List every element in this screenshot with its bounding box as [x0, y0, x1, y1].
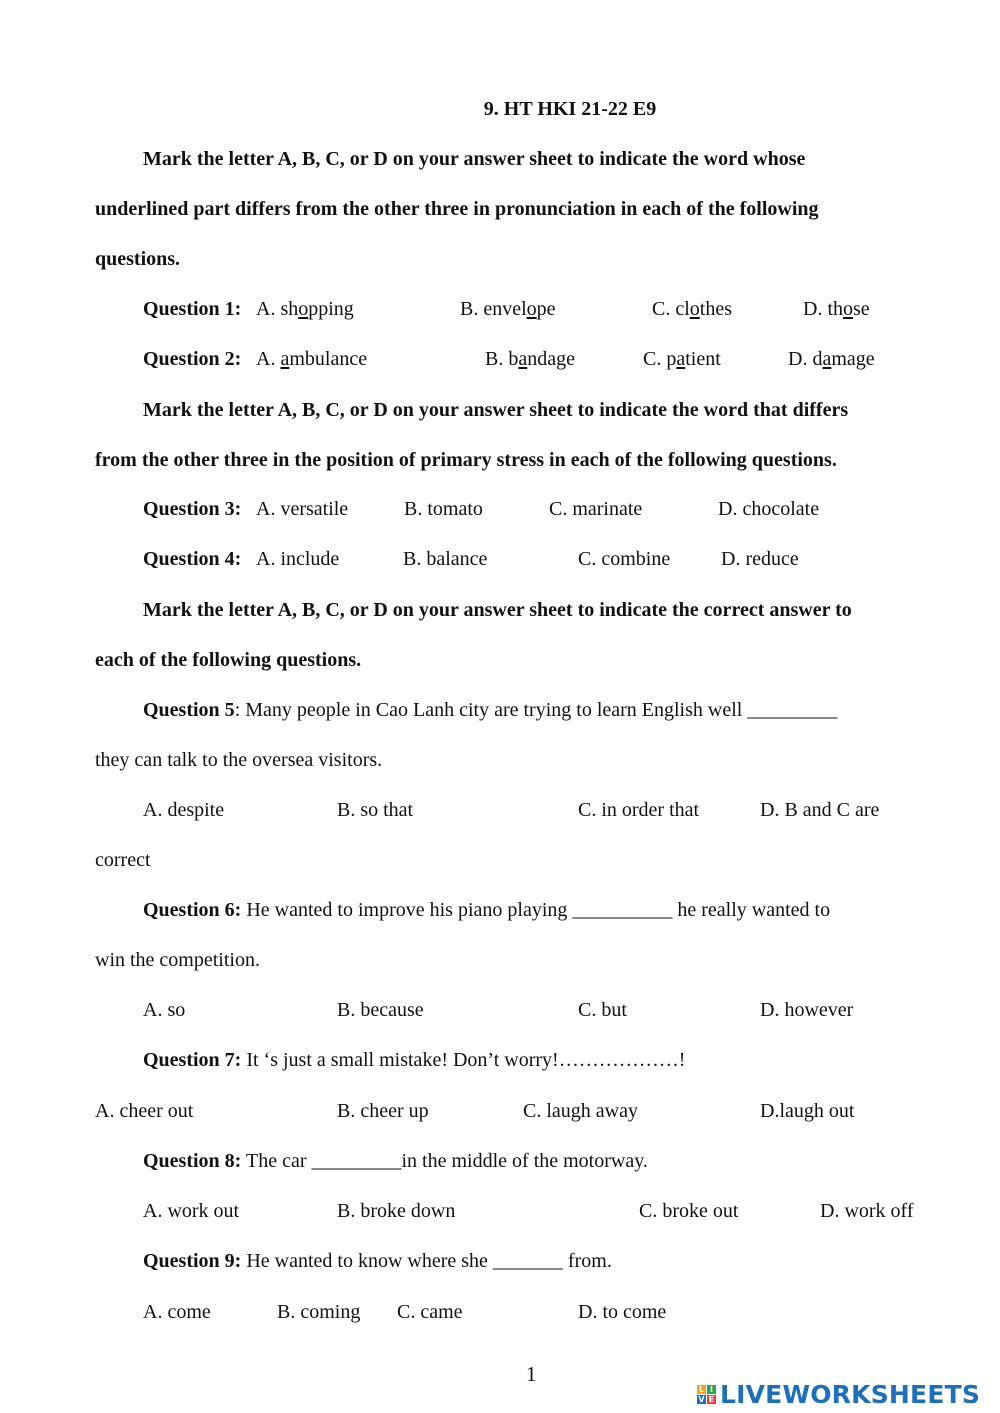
- question-3-label: Question 3:: [143, 498, 242, 520]
- question-6-label: Question 6:: [143, 899, 242, 921]
- question-2-label: Question 2:: [143, 348, 242, 370]
- q9-option-b[interactable]: B. coming: [277, 1301, 361, 1323]
- q4-option-b[interactable]: B. balance: [403, 548, 488, 570]
- logo-tile-l: L: [698, 1384, 705, 1394]
- instruction-stress-line-1: Mark the letter A, B, C, or D on your answer sheet to indicate the word that differs: [143, 399, 849, 421]
- question-6-stem-line-1: Question 6: He wanted to improve his piano playing __________ he really wanted to: [143, 899, 831, 921]
- logo-tile-e: E: [708, 1394, 715, 1404]
- question-1-label: Question 1:: [143, 298, 242, 320]
- question-9-stem: Question 9: He wanted to know where she _______ from.: [143, 1250, 612, 1272]
- q1-option-a[interactable]: A. shopping: [256, 298, 354, 320]
- instruction-pronunciation-line-3: questions.: [95, 248, 181, 270]
- question-8-label: Question 8:: [143, 1150, 242, 1172]
- logo-tile-v: V: [698, 1394, 705, 1404]
- question-5-stem-line-2: they can talk to the oversea visitors.: [95, 749, 383, 771]
- question-7-label: Question 7:: [143, 1049, 242, 1071]
- q3-option-c[interactable]: C. marinate: [549, 498, 643, 520]
- instruction-stress-line-2: from the other three in the position of primary stress in each of the following questions.: [95, 449, 837, 471]
- page-title: 9. HT HKI 21-22 E9: [483, 98, 657, 120]
- q9-option-d[interactable]: D. to come: [578, 1301, 667, 1323]
- q3-option-b[interactable]: B. tomato: [404, 498, 483, 520]
- question-5-stem-line-1: Question 5: Many people in Cao Lanh city are trying to learn English well _________: [143, 699, 838, 721]
- q1-option-b[interactable]: B. envelope: [460, 298, 556, 320]
- logo-tile-i: I: [707, 1385, 716, 1394]
- q3-option-d[interactable]: D. chocolate: [718, 498, 820, 520]
- instruction-pronunciation-line-2: underlined part differs from the other three in pronunciation in each of the following: [95, 198, 819, 220]
- question-6-stem-line-2: win the competition.: [95, 949, 260, 971]
- instruction-pronunciation-line-1: Mark the letter A, B, C, or D on your answer sheet to indicate the word whose: [143, 148, 806, 170]
- question-7-stem: Question 7: It ‘s just a small mistake! Don’t worry!………………!: [143, 1049, 686, 1071]
- q3-option-a[interactable]: A. versatile: [256, 498, 349, 520]
- liveworksheets-logo-text: LIVEWORKSHEETS: [720, 1379, 981, 1409]
- q8-option-b[interactable]: B. broke down: [337, 1200, 456, 1222]
- question-5-label: Question 5: [143, 699, 235, 721]
- q8-option-d[interactable]: D. work off: [820, 1200, 914, 1222]
- q7-option-c[interactable]: C. laugh away: [523, 1100, 638, 1122]
- q5-option-a[interactable]: A. despite: [143, 799, 225, 821]
- q7-option-a[interactable]: A. cheer out: [95, 1100, 194, 1122]
- q8-option-a[interactable]: A. work out: [143, 1200, 240, 1222]
- q4-option-c[interactable]: C. combine: [578, 548, 671, 570]
- q1-option-d[interactable]: D. those: [803, 298, 870, 320]
- q5-option-d[interactable]: D. B and C are: [760, 799, 880, 821]
- instruction-correct-answer-line-2: each of the following questions.: [95, 649, 362, 671]
- liveworksheets-logo[interactable]: [697, 1378, 980, 1410]
- q5-option-d-continued: correct: [95, 849, 151, 871]
- q6-option-b[interactable]: B. because: [337, 999, 424, 1021]
- q4-option-a[interactable]: A. include: [256, 548, 340, 570]
- question-9-label: Question 9:: [143, 1250, 242, 1272]
- instruction-correct-answer-line-1: Mark the letter A, B, C, or D on your answer sheet to indicate the correct answer to: [143, 599, 852, 621]
- q8-option-c[interactable]: C. broke out: [639, 1200, 739, 1222]
- question-4-label: Question 4:: [143, 548, 242, 570]
- question-8-stem: Question 8: The car _________in the middle of the motorway.: [143, 1150, 648, 1172]
- q6-option-c[interactable]: C. but: [578, 999, 627, 1021]
- q2-option-c[interactable]: C. patient: [643, 348, 721, 370]
- q2-option-d[interactable]: D. damage: [788, 348, 875, 370]
- q1-option-c[interactable]: C. clothes: [652, 298, 732, 320]
- q6-option-d[interactable]: D. however: [760, 999, 854, 1021]
- q9-option-c[interactable]: C. came: [397, 1301, 463, 1323]
- q2-option-b[interactable]: B. bandage: [485, 348, 575, 370]
- q6-option-a[interactable]: A. so: [143, 999, 186, 1021]
- q9-option-a[interactable]: A. come: [143, 1301, 211, 1323]
- liveworksheets-logo-icon: [697, 1385, 716, 1404]
- q5-option-c[interactable]: C. in order that: [578, 799, 700, 821]
- q4-option-d[interactable]: D. reduce: [721, 548, 799, 570]
- q7-option-d[interactable]: D.laugh out: [760, 1100, 855, 1122]
- page-number: 1: [526, 1362, 537, 1386]
- q5-option-b[interactable]: B. so that: [337, 799, 414, 821]
- q7-option-b[interactable]: B. cheer up: [337, 1100, 429, 1122]
- q2-option-a[interactable]: A. ambulance: [256, 348, 368, 370]
